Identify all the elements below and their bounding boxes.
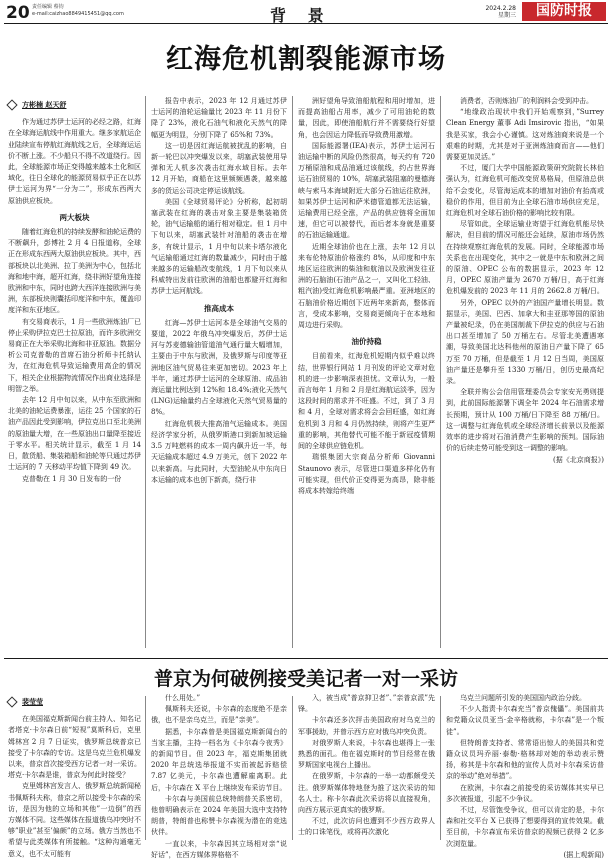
paragraph: 在俄罗斯，卡尔森的一举一动都颇受关注。俄罗斯媒体特地登为推了这次采访的知名人士。称卡尔森此次采访将以直接视角，向西方展示更真实的俄罗斯。 [298, 772, 435, 815]
paragraph: 美国《全球贸易评论》分析称，起初胡塞武装在红海的袭击对象主要是集装箱货轮，油气运输船的通行相对稳定。但 1 月中下旬以来，胡塞武装针对油船的袭击在增多，有统计显示，1 月中旬以来卡塔尔液化气运输船通过红海的数量减少，同时由于越来越多的运输船改变航线，1 月下旬以来从科威特出发前往欧洲的油船也都避开红海和苏伊士运河航线。 [151, 197, 287, 296]
paragraph: 红海—苏伊士运河本是全球油气交易的要道，2022 年俄乌冲突爆发后，苏伊士运河与苏麦德输油管道油气通行量大幅增加，主要由于中东与欧洲，及俄罗斯与印度等亚洲地区油气贸易往来更加密切。2023 年上半年，通过苏伊士运河的全球原油、成品油海运量比例达到 12%和 18.4%;液化天然气(LNG)运输量约占全球液化天然气贸易量的 8%。 [151, 318, 287, 417]
subheading: 推高成本 [204, 303, 234, 313]
paragraph: 报告中表示，2023 年 12 月通过苏伊士运河的油轮运输量比 2023 年 11 月份下降了 23%，液化石油气和液化天然气的降幅更为明显，分别下降了 65%和 73%。 [151, 97, 287, 139]
page-number: 20 [6, 3, 30, 23]
editor-email: e-mail:caizhao8849415451@qq.com [32, 10, 124, 17]
article-separator [4, 658, 608, 659]
source-credit: (据上观新闻) [563, 850, 604, 859]
header-rule [4, 23, 608, 24]
article2-title: 普京为何破例接受美记者一对一采访 [153, 668, 458, 690]
paragraph: 佩斯科夫还说，卡尔森的态度绝不是亲俄，也不是亲乌克兰，而是”亲美”。 [151, 705, 287, 725]
paragraph: 克里姆林宫发言人、俄罗斯总统新闻秘书佩斯科夫称，普京之所以接受卡尔森的采访，是因为他的立场和其他”一边倒”的西方媒体不同。这些媒体在报道俄乌冲突时不够”职业”甚至’偏颇”的立场。俄方当然也不希望与此类媒体有所接触。“这种沟通毫无意义，也不太可能有 [8, 782, 141, 858]
paragraph: 什么用处。” [165, 694, 201, 702]
paragraph: 在欧洲，卡尔森之前接受的采访媒体其实早已多次被报道，引起不少争议。 [446, 783, 604, 803]
column-divider [145, 96, 146, 648]
editor-info [32, 4, 124, 17]
paragraph: 去年 12 月中旬以来，从中东至欧洲和北美的油轮运费暴涨，运往 25 个国家的石油产品因此受到影响，伊拉克出口至北美洲的原油量大增，在一些原油出口量降至接近于零水平。相关统计显示，截至 1 月 14 日，散货船、集装箱船和油轮等只通过苏伊士运河的 7 天移动平均值下降到 49 次。 [8, 396, 141, 472]
column-divider [292, 96, 293, 648]
column-divider [145, 696, 146, 840]
paragraph: 在美国福克斯新闻台前主持人、知名记者塔克·卡尔森日前“短视”莫斯科后，克里姆林宫 2 月 7 日证实，俄罗斯总统普京已接受了卡尔森的专访。这是乌克兰危机爆发以来，普京首次接受西方记者一对一采访。塔克·卡尔森是谁，普京为何此时接受？ [8, 715, 141, 780]
paragraph: 对俄罗斯人来说，卡尔森也堪得上一张熟悉的面孔。他在福克斯时的节目经常在俄罗斯国家电视台上播出。 [298, 738, 435, 770]
paragraph: 红海危机极大推高油气运输成本。美国经济学家分析，从俄罗斯港口到新加坡运输 3.5 万吨燃料的成本一周内飙升近一半，每天运输成本超过 4.9 万美元，创下 2022 年以来新高。与此同时，大型油轮从中东向日本运输的成本也创下新高，绕行非 [151, 419, 287, 484]
paragraph: 一直以来，卡尔森因其立场相对亲“说好话”，在西方媒体界格格不 [151, 839, 287, 859]
paragraph: 国际能源署(IEA)表示，苏伊士运河石油运输中断的风险仍然很高，每天约有 720 万桶原油和成品油通过该航线，约占世界海运石油贸易的 10%，胡塞武装阻塞的曼德海峡与索马本海域附近大部分石油运往欧洲，如果苏伊士运河和萨米德管道都无法运输，运输费用已经全涨，产品的供应链将全面加速，但它可以被替代，而后者本身就是重要的石油运输通道。 [298, 141, 435, 240]
article2-column-2 [151, 693, 287, 859]
article2-column-4 [446, 693, 604, 859]
paragraph: 另外，OPEC 以外的产油国产量增长明显。数据显示，美国、巴西、加拿大和圭亚那等国的原油产量被纪录，仍在美国制裁下伊拉克的供应与石油出口甚至增加了 50 万桶左右。尽管北美遭遇寒潮，导致美国北达科他州的原油日产量下降了 65 万至 70 万桶，但是截至 1 月 12 日当周，美国原油产量还是攀升至 1330 万桶/日，创历史最高纪录。 [446, 298, 604, 386]
column-divider [292, 696, 293, 840]
paragraph: 全联并购公会信用管理委员会专家安光勇则提到，此前国际能源署下调全年 2024 年石油需求增长预期，预计从 100 万桶/日下降至 88 万桶/日。这一调整与红海危机或全球经济增长前景以及能源效率的进步将对石油消费产生影响的预判。国际油价的后续走势可能受到这一调整的影响。 [446, 388, 604, 453]
article2-column-3 [298, 693, 435, 843]
author-name: 方彬楠 赵天舒 [22, 101, 67, 109]
issue-date [462, 5, 516, 19]
byline [8, 697, 141, 708]
paragraph: 这一切是因红海运航被扰乱的影响，自新一轮巴以冲突爆发以来，胡塞武装使用导弹和无人机多次袭击红海水域目标。去年 12 月开始，商船在这里频频遇袭，越来越多的货运公司决定停运该航线。 [151, 141, 287, 195]
article1-column-1 [8, 96, 141, 652]
paragraph: 尽管如此，全球运输业寄望于红海危机能尽快解决，但目前的情况可能还会延续，原油市场仍然在持续观察红海危机的发展。同时，全球能源市场关系也在出现变化，其中之一就是中东和欧洲之间的原油、OPEC 公布的数据显示，2023 年 12 月，OPEC 原油产量为 2670 万桶/日，高于红海危机爆发前的 2023 年 11 月的 2662.8 万桶/日。 [446, 220, 604, 296]
article1-column-3 [298, 96, 435, 652]
paragraph: 瑞银集团大宗商品分析师 Giovanni Staunovo 表示，尽管进口渠道多样化仍有可能实现，但代价正变得更为高昂，除非能将成本转嫁给终端 [298, 453, 435, 495]
article1-column-4 [446, 96, 604, 652]
paragraph: 不过，厦门大学中国能源政策研究院院长林伯强认为，红海危机可能改变贸易格局，但原油总供给不会变化，尽管海运成本的增加对油价有抬高或稳价的作用，但目前为止全球石油市场供应充足，红海危机对全球石油价格的影响比较有限。 [446, 164, 604, 218]
subheading: 油价持稳 [351, 337, 382, 347]
paragraph: “地缘政治现状中我们开始观察到，”Surrey Clean Energy 董事 Adi Imsirovic 指出，“如果我是买家，我会小心谨慎。这对炼油商来说是一个艰难的时期，尤其是对于亚洲炼油商而言——他们需要更加灵活。” [446, 108, 604, 162]
article1-title: 红海危机割裂能源市场 [166, 44, 446, 75]
article2-column-1 [8, 693, 141, 858]
newspaper-logo: 国防时报 [522, 2, 606, 21]
paragraph: 有交易商表示，1 月一些欧洲炼油厂已停止采购伊拉克巴士拉原油，而许多欧洲交易商正在大举采购北海和非亚原油。数据分析公司克普勒的首席石油分析师卡托纳认为，在红海危机导致运输费用高企的情况下，相关企业根据物流情况作出商业选择是明智之举。 [8, 317, 141, 393]
paragraph: 目前看来，红海危机短期内似乎难以终结，世界银行网站 1 月刊发的评论文章对危机的进一步影响深表担忧。文章认为，一般而言每年 1 月和 2 月是红海航运淡季，因为这段时间的需求并不旺盛。不过，到了 3 月和 4 月，全球对需求将会会回旺盛，如红海危机到 3 月和 4 月仍然持续，则将产生更严重的影响，其他替代可能不能于新冠疫情期间的全球供应链危机。 [298, 352, 435, 451]
paragraph: 卡尔森还多次抨击美国政府对乌克兰的军事援助，并曾示西方应对俄乌冲突负责。 [298, 716, 435, 736]
paragraph: 卡尔森与美国前总统特朗普关系密切，他曾明确表示在 2024 年美国大选中支持特朗普，特朗普也称赞卡尔森视为潜在的竞选伙伴。 [151, 794, 287, 837]
paragraph: 随着红海危机的持续发酵和油轮运费的不断飙升，彭博社 2 月 4 日报道称，全球正在形成东西两大原油供应板块。其中，西部板块以北美洲、拉丁美洲为中心，包括北海和地中海，超开红海，绕非洲好望角连接欧洲和中东，同时也跨大西洋连接欧洲与美洲，东部板块则囊括印度洋和中东，覆盖印度洋和东亚地区。 [8, 228, 141, 315]
paragraph: 近期全球油价也在上涨，去年 12 月以来布伦特原油价格涨约 8%，从印度和中东地区运往欧洲的柴油和航油以及欧洲发往亚洲的石脑油(石油产品之一，又叫化工轻油、粗汽油)受红海危机影响最严重。亚洲地区的石脑油价格近期创下近两年来新高，整体而言，受成本影响，交易商更倾向于在本地和周边进行采购。 [298, 242, 435, 330]
source-credit: (据《北京商报》) [553, 455, 604, 464]
subheading: 两大板块 [59, 212, 90, 222]
article1-column-2 [151, 96, 287, 652]
paragraph: 作为通过苏伊士运河的必经之路，红海在全球海运航线中作用重大。继多家航运企业陆续宣布停航红海航线之后，全球海运运价不断上涨。不少船只不得不改道绕行。因此，全球能源市场正变得越来越本土化和区域化，往日全球化的能源贸易似乎正在以苏伊士运河为界“一分为二”，形成东西两大原油供应板块。 [8, 118, 141, 205]
diamond-icon [6, 99, 17, 110]
editor-name: 责任编辑 蔡钧 [32, 4, 64, 10]
column-divider [440, 96, 441, 648]
weekday-text: 星期三 [497, 12, 516, 19]
paragraph: 不少人指责卡尔森充当”普京傀儡”。美国前共和党籍众议员亚当·金辛格就称，卡尔森”是一个叛徒”。 [446, 705, 604, 736]
author-name: 裴莹莹 [22, 698, 43, 706]
paragraph: 不过，此次访问也遭到不少西方政界人士的口诛笔伐，或将再次激化 [298, 817, 435, 837]
column-divider [440, 696, 441, 840]
paragraph: 但特朗普支持者、常常语出惊人的美国共和党籍众议员玛乔丽·泰勒·格林却对她的举动表示赞扬，称其是卡尔森和他的宣传人员对卡尔森采访普京的举动”绝对举措”。 [446, 738, 604, 781]
paragraph: 乌克兰问题所引发的美国国内政治分歧。 [460, 694, 586, 702]
paragraph: 消费者，否则炼油厂的利润料会受到冲击。 [460, 97, 593, 105]
diamond-icon [6, 696, 17, 707]
paragraph: 洲好望角导致油船航程和用时增加，进而提高油船占用率，减少了可用油轮的数量，因此，即使油船航行并不需要绕行好望角，也会因运力降低而导致费用激增。 [298, 97, 435, 139]
paragraph: 入，被当成”普京抑卫者”、”亲普京派”先锋。 [298, 694, 435, 714]
paragraph: 克普勒在 1 月 30 日发布的一份 [22, 474, 122, 483]
byline [8, 100, 141, 111]
date-text: 2024.2.28 [485, 5, 516, 12]
section-title: 背 景 [270, 6, 332, 25]
paragraph: 据悉，卡尔森曾是美国福克斯新闻台的当家主播，主持一档名为《卡尔森今夜秀》的新闻节目。但 2023 年，福克斯集团就 2020 年总统选举报道不实而被起诉赔偿 7.87 亿美元，卡尔森也遭解雇离职。此后，卡尔森在 X 平台上继续发布采访节目。 [151, 727, 287, 792]
paragraph: 不过，尽管饱受争议，但可以肯定的是，卡尔森和社交平台 X 已获得了想要得到的宣传效果。截至目前，卡尔森宣布采访普京的视频已获得 2 亿多次浏览量。 [446, 806, 604, 848]
